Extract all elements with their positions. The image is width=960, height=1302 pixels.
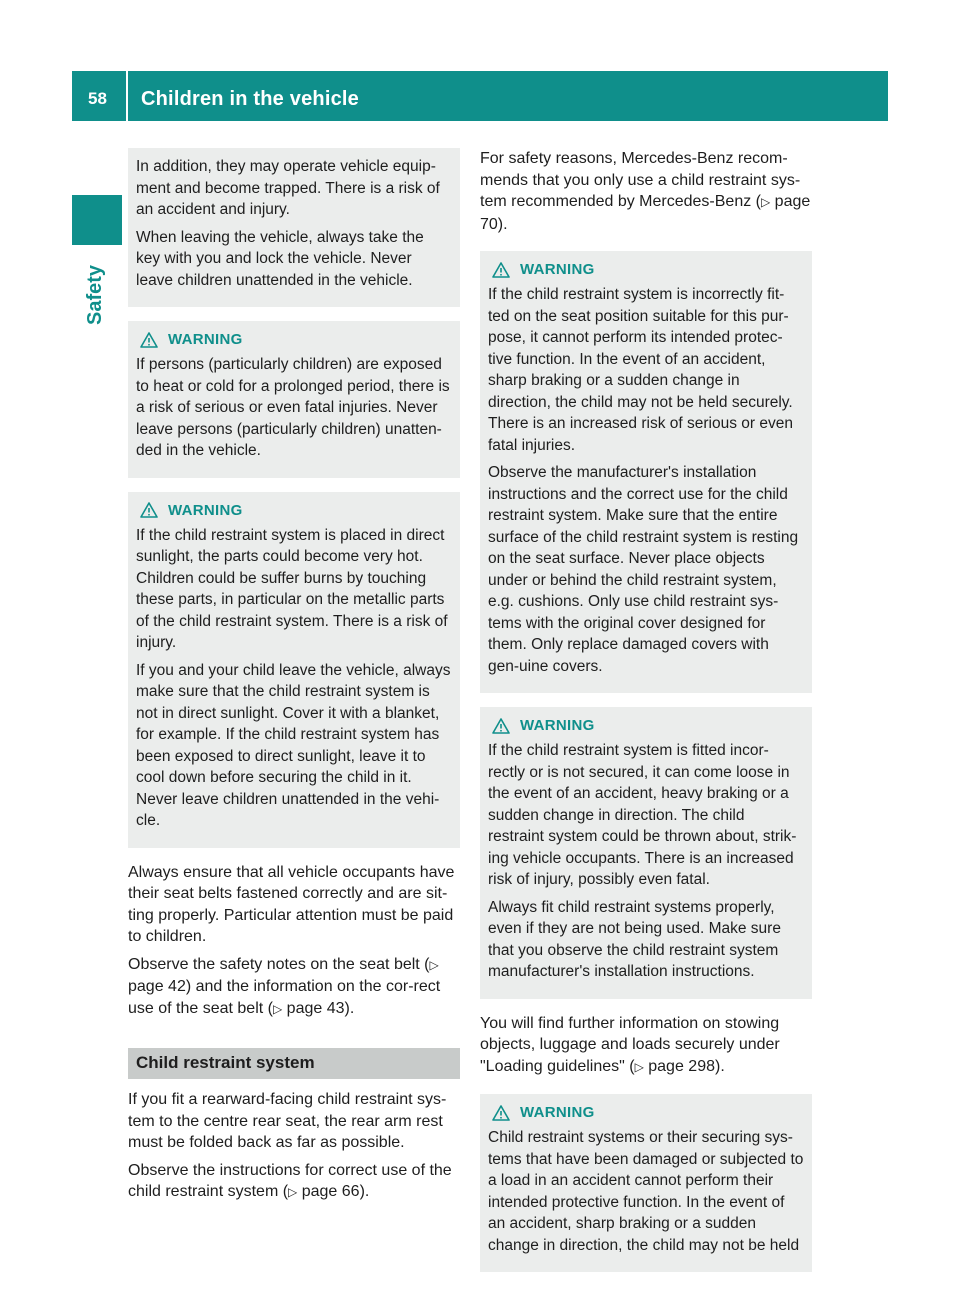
- warning-triangle-icon: [492, 1105, 510, 1121]
- right-column: [480, 148, 812, 1286]
- page-ref-link[interactable]: page 66).: [297, 1183, 370, 1200]
- text-run: For safety reasons, Mercedes-Benz recom-mends that you only use a child restraint sys-tem recommended by Mercedes-Benz (: [480, 150, 801, 210]
- page-ref-link[interactable]: page 43).: [282, 999, 355, 1017]
- body-paragraph: [128, 954, 460, 1021]
- warning-text: If the child restraint system is fitted incor-rectly or is not secured, it can come loose in the event of an accident, heavy braking or a sudden change in direction. The child restraint system could be thrown about, strik-ing vehicle occupants. There is an increased risk of injury, possibly even fatal.: [488, 742, 797, 888]
- warning-text: If the child restraint system is incorrectly fit-ted on the seat position suitable for this pur-pose, it cannot perform its intended protec-tive function. In the event of an accident, sharp braking or a sudden change in direction, the child may not be held securely. There is an increased risk of serious or even fatal injuries.: [488, 286, 793, 454]
- page-header: [72, 71, 888, 121]
- warning-label: WARNING: [520, 261, 595, 278]
- page-ref-arrow-icon: ▷: [761, 195, 771, 209]
- warning-header: [492, 261, 804, 278]
- warning-text: If the child restraint system is placed in direct sunlight, the parts could become very hot. Children could be suffer burns by touching these parts, in particular on the metallic parts of the child restraint system. There is a risk of injury.: [136, 526, 448, 651]
- text-run: Observe the instructions for correct use of the child restraint system (: [128, 1161, 452, 1200]
- warning-label: WARNING: [520, 1104, 595, 1121]
- section-heading: Child restraint system: [128, 1048, 460, 1079]
- page-ref-arrow-icon: ▷: [429, 957, 439, 972]
- warning-header: [140, 331, 452, 348]
- header-divider: [126, 71, 128, 121]
- warning-triangle-icon: [140, 502, 158, 518]
- warning-box: [128, 321, 460, 478]
- warning-label: WARNING: [168, 331, 243, 348]
- warning-header: [140, 502, 452, 519]
- page-ref-link[interactable]: page 42) and the information on the cor-rect use of the seat belt (: [128, 978, 441, 1017]
- page-title: Children in the vehicle: [141, 88, 359, 110]
- warning-text: Child restraint systems or their securing sys-tems that have been damaged or subjected to a load in an accident cannot perform their intended protective function. In the event of an accident, sharp braking or a sudden change in direction, the child may not be held: [488, 1129, 804, 1254]
- body-paragraph: [480, 148, 812, 235]
- left-column: [128, 148, 460, 1210]
- page-number: 58: [88, 89, 107, 108]
- warning-text: If persons (particularly children) are exposed to heat or cold for a prolonged period, there is a risk of serious or even fatal injuries. Never leave persons (particularly children) unatten-ded in the vehicle.: [136, 356, 450, 459]
- page-ref-link[interactable]: page 298).: [643, 1057, 725, 1075]
- warning-header: [492, 1104, 804, 1121]
- warning-box: [128, 492, 460, 848]
- intro-note-box: [128, 148, 460, 307]
- section-marker: [72, 195, 122, 245]
- warning-triangle-icon: [492, 718, 510, 734]
- warning-label: WARNING: [168, 501, 243, 519]
- page-ref-arrow-icon: ▷: [288, 1185, 298, 1199]
- page-ref-link[interactable]: page 70).: [480, 193, 811, 233]
- intro-paragraph: When leaving the vehicle, always take the key with you and lock the vehicle. Never leave children unattended in the vehicle.: [136, 228, 424, 289]
- warning-triangle-icon: [492, 262, 510, 278]
- warning-label: WARNING: [520, 717, 595, 734]
- warning-header: [492, 717, 804, 734]
- warning-box: [480, 251, 812, 693]
- text-run: Observe the safety notes on the seat belt (: [128, 955, 430, 973]
- body-paragraph: Always ensure that all vehicle occupants have their seat belts fastened correctly and are sit-ting properly. Particular attention must be paid to children.: [128, 863, 455, 945]
- page-ref-arrow-icon: ▷: [634, 1059, 644, 1074]
- warning-triangle-icon: [140, 332, 158, 348]
- warning-box: [480, 1094, 812, 1272]
- body-paragraph: [480, 1013, 812, 1079]
- body-paragraph: [128, 1160, 460, 1204]
- intro-paragraph: In addition, they may operate vehicle equip-ment and become trapped. There is a risk of an accident and injury.: [136, 158, 440, 218]
- text-run: You will find further information on stowing objects, luggage and loads securely under "Loading guidelines" (: [480, 1014, 780, 1075]
- section-label: Safety: [84, 264, 106, 325]
- warning-text: Always fit child restraint systems properly, even if they are not being used. Make sure that you observe the child restraint system manufacturer's installation instructions.: [488, 898, 781, 980]
- page-ref-arrow-icon: ▷: [272, 1001, 283, 1016]
- warning-text: If you and your child leave the vehicle, always make sure that the child restraint system is not in direct sunlight. Cover it with a blanket, for example. If the child restraint system has been exposed to direct sunlight, leave it to cool down before securing the child in it. Never leave children unattended in the vehi-cle.: [136, 661, 451, 829]
- warning-text: Observe the manufacturer's installation instructions and the correct use for the child restraint system. Make sure that the entire surface of the child restraint system is resting on the seat surface. Never place objects under or behind the child restraint system, e.g. cushions. Only use child restraint sys-tems with the original cover designed for them. Only replace damaged covers with gen-uine covers.: [488, 464, 799, 675]
- warning-box: [480, 707, 812, 999]
- body-paragraph: If you fit a rearward-facing child restraint sys-tem to the centre rear seat, the rear arm rest must be folded back as far as possible.: [128, 1091, 447, 1151]
